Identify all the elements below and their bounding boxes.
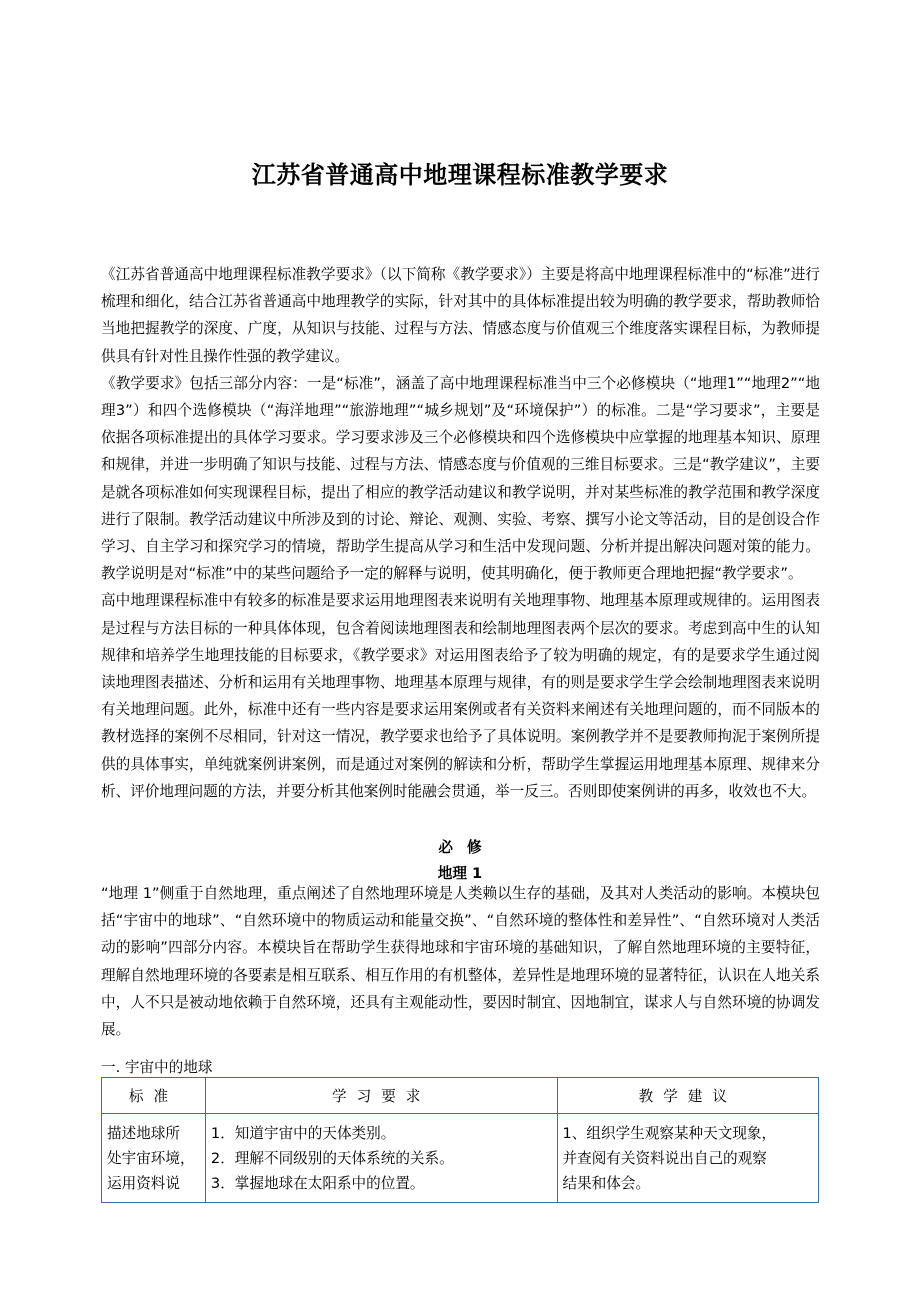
intro-paragraph: 高中地理课程标准中有较多的标准是要求运用地理图表来说明有关地理事物、地理基本原理或规律的。运用图表是过程与方法目标的一种具体体现，包含着阅读地理图表和绘制地理图表两个层次的要求。考虑到高中生的认知规律和培养学生地理技能的目标要求，《教学要求》对运用图表给予了较为明确的规定，有的是要求学生通过阅读地理图表描述、分析和运用有关地理事物、地理基本原理与规律，有的则是要求学生学会绘制地理图表来说明有关地理问题。此外，标准中还有一些内容是要求运用案例或者有关资料来阐述有关地理问题的，而不同版本的教材选择的案例不尽相同，针对这一情况，教学要求也给予了具体说明。案例教学并不是要教师拘泥于案例所提供的具体事实，单纯就案例讲案例，而是通过对案例的解读和分析，帮助学生掌握运用地理基本原理、规律来分析、评价地理问题的方法，并要分析其他案例时能融会贯通，举一反三。否则即使案例讲的再多，收效也不大。 xyxy=(101,592,820,800)
cell-line: 描述地球所 xyxy=(107,1125,180,1142)
header-standard: 标准 xyxy=(102,1078,206,1114)
cell-line: 并查阅有关资料说出自己的观察 xyxy=(562,1150,767,1167)
cell-line: 运用资料说 xyxy=(107,1175,180,1192)
module-heading: 地理 1 xyxy=(437,865,483,882)
document-title: 江苏省普通高中地理课程标准教学要求 xyxy=(251,161,669,189)
cell-line: 2．理解不同级别的天体系统的关系。 xyxy=(210,1150,454,1167)
cell-standard xyxy=(102,1114,206,1203)
requirements-table xyxy=(101,1077,819,1203)
module-section xyxy=(101,880,820,1043)
intro-paragraph: 《教学要求》包括三部分内容：一是“标准”，涵盖了高中地理课程标准当中三个必修模块（“地理1”“地理2”“地理3”）和四个选修模块（“海洋地理”“旅游地理”“城乡规划”及“环境保护”）的标准。二是“学习要求”，主要是依据各项标准提出的具体学习要求。学习要求涉及三个必修模块和四个选修模块中应掌握的地理基本知识、原理和规律，并进一步明确了知识与技能、过程与方法、情感态度与价值观的三维目标要求。三是“教学建议”，主要是就各项标准如何实现课程目标，提出了相应的教学活动建议和教学说明，并对某些标准的教学范围和教学深度进行了限制。教学活动建议中所涉及到的讨论、辩论、观测、实验、考察、撰写小论文等活动，目的是创设合作学习、自主学习和探究学习的情境，帮助学生提高从学习和生活中发现问题、分析并提出解决问题对策的能力。教学说明是对“标准”中的某些问题给予一定的解释与说明，使其明确化，便于教师更合理地把握“教学要求”。 xyxy=(101,374,820,583)
header-learning-requirements: 学习要求 xyxy=(205,1078,557,1114)
table-row xyxy=(102,1114,819,1203)
table-header-row xyxy=(102,1078,819,1114)
cell-line: 3．掌握地球在太阳系中的位置。 xyxy=(210,1175,425,1192)
cell-requirements xyxy=(205,1114,557,1203)
cell-line: 处宇宙环境， xyxy=(107,1150,195,1167)
cell-line: 1、组织学生观察某种天文现象， xyxy=(562,1125,777,1142)
required-heading: 必修 xyxy=(438,839,496,856)
section-title: 一. 宇宙中的地球 xyxy=(101,1059,213,1076)
cell-suggestions xyxy=(557,1114,818,1203)
cell-line: 1．知道宇宙中的天体类别。 xyxy=(210,1125,396,1142)
module-paragraph: “地理 1”侧重于自然地理，重点阐述了自然地理环境是人类赖以生存的基础，及其对人类活动的影响。本模块包括“宇宙中的地球”、“自然环境中的物质运动和能量交换”、“自然环境的整体性和差异性”、“自然环境对人类活动的影响”四部分内容。本模块旨在帮助学生获得地球和宇宙环境的基础知识，了解自然地理环境的主要特征，理解自然地理环境的各要素是相互联系、相互作用的有机整体，差异性是地理环境的显著特征，认识在人地关系中，人不只是被动地依赖于自然环境，还具有主观能动性，要因时制宜、因地制宜，谋求人与自然环境的协调发展。 xyxy=(101,885,820,1039)
intro-section xyxy=(101,261,820,805)
cell-line: 结果和体会。 xyxy=(562,1175,651,1192)
header-teaching-suggestions: 教学建议 xyxy=(557,1078,818,1114)
intro-paragraph: 《江苏省普通高中地理课程标准教学要求》（以下简称《教学要求》）主要是将高中地理课程标准中的“标准”进行梳理和细化，结合江苏省普通高中地理教学的实际，针对其中的具体标准提出较为明确的教学要求，帮助教师恰当地把握教学的深度、广度，从知识与技能、过程与方法、情感态度与价值观三个维度落实课程目标，为教师提供具有针对性且操作性强的教学建议。 xyxy=(101,266,820,365)
